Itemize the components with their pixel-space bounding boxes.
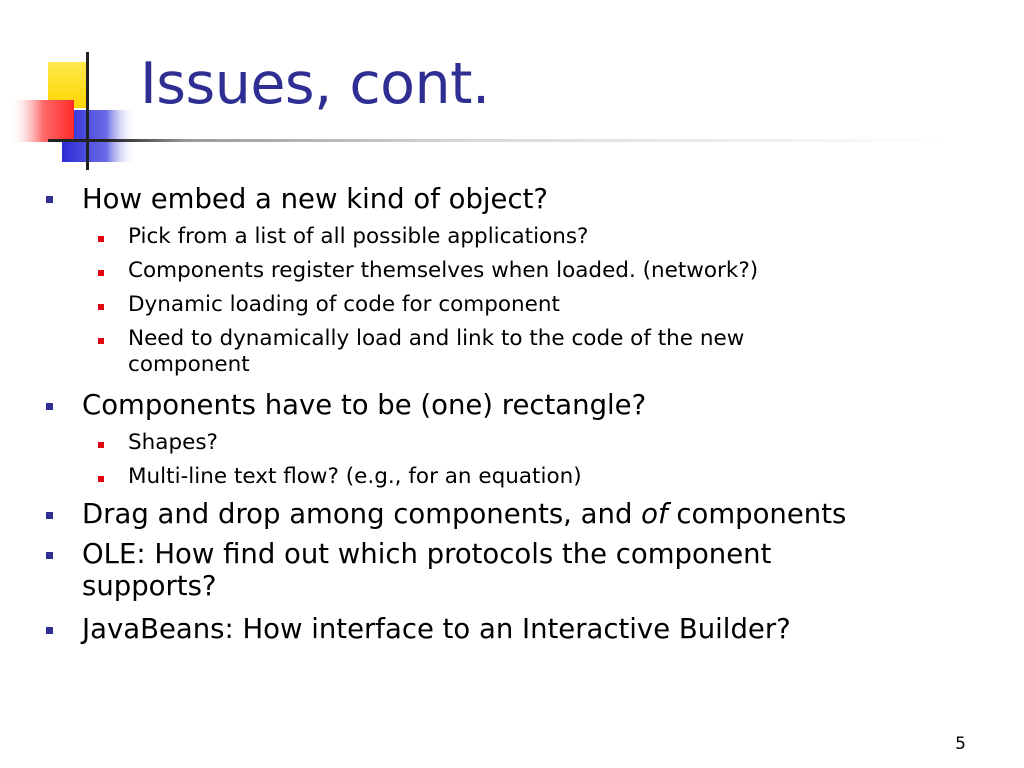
slide-title: Issues, cont.	[140, 51, 490, 117]
bullet-2: Components have to be (one) rectangle?	[82, 389, 647, 421]
bullet-5: JavaBeans: How interface to an Interactive Builder?	[82, 613, 791, 645]
bullet-4-continued: supports?	[82, 570, 217, 602]
bullet-marker	[46, 196, 53, 203]
page-number: 5	[955, 734, 966, 754]
bullet-3	[82, 498, 846, 530]
bullet-marker	[46, 403, 53, 410]
sub-bullet-1-1: Pick from a list of all possible applications?	[128, 224, 589, 249]
bullet-marker	[46, 512, 53, 519]
bullet-marker	[46, 627, 53, 634]
bullet-marker	[46, 552, 53, 559]
sub-bullet-marker	[98, 236, 104, 242]
sub-bullet-marker	[98, 270, 104, 276]
sub-bullet-2-2: Multi-line text flow? (e.g., for an equation)	[128, 464, 582, 489]
bullet-3-text-emphasis: of	[641, 498, 668, 530]
sub-bullet-marker	[98, 476, 104, 482]
sub-bullet-2-1: Shapes?	[128, 430, 218, 455]
sub-bullet-marker	[98, 442, 104, 448]
bullet-3-text-post: components	[667, 498, 847, 530]
sub-bullet-1-4-continued: component	[128, 352, 250, 377]
sub-bullet-1-4: Need to dynamically load and link to the code of the new	[128, 326, 745, 351]
bullet-1: How embed a new kind of object?	[82, 183, 548, 215]
sub-bullet-marker	[98, 304, 104, 310]
bullet-3-text-pre: Drag and drop among components, and	[82, 498, 642, 530]
sub-bullet-1-3: Dynamic loading of code for component	[128, 292, 560, 317]
sub-bullet-marker	[98, 338, 104, 344]
bullet-4: OLE: How find out which protocols the component	[82, 538, 772, 570]
sub-bullet-1-2: Components register themselves when loaded. (network?)	[128, 258, 759, 283]
